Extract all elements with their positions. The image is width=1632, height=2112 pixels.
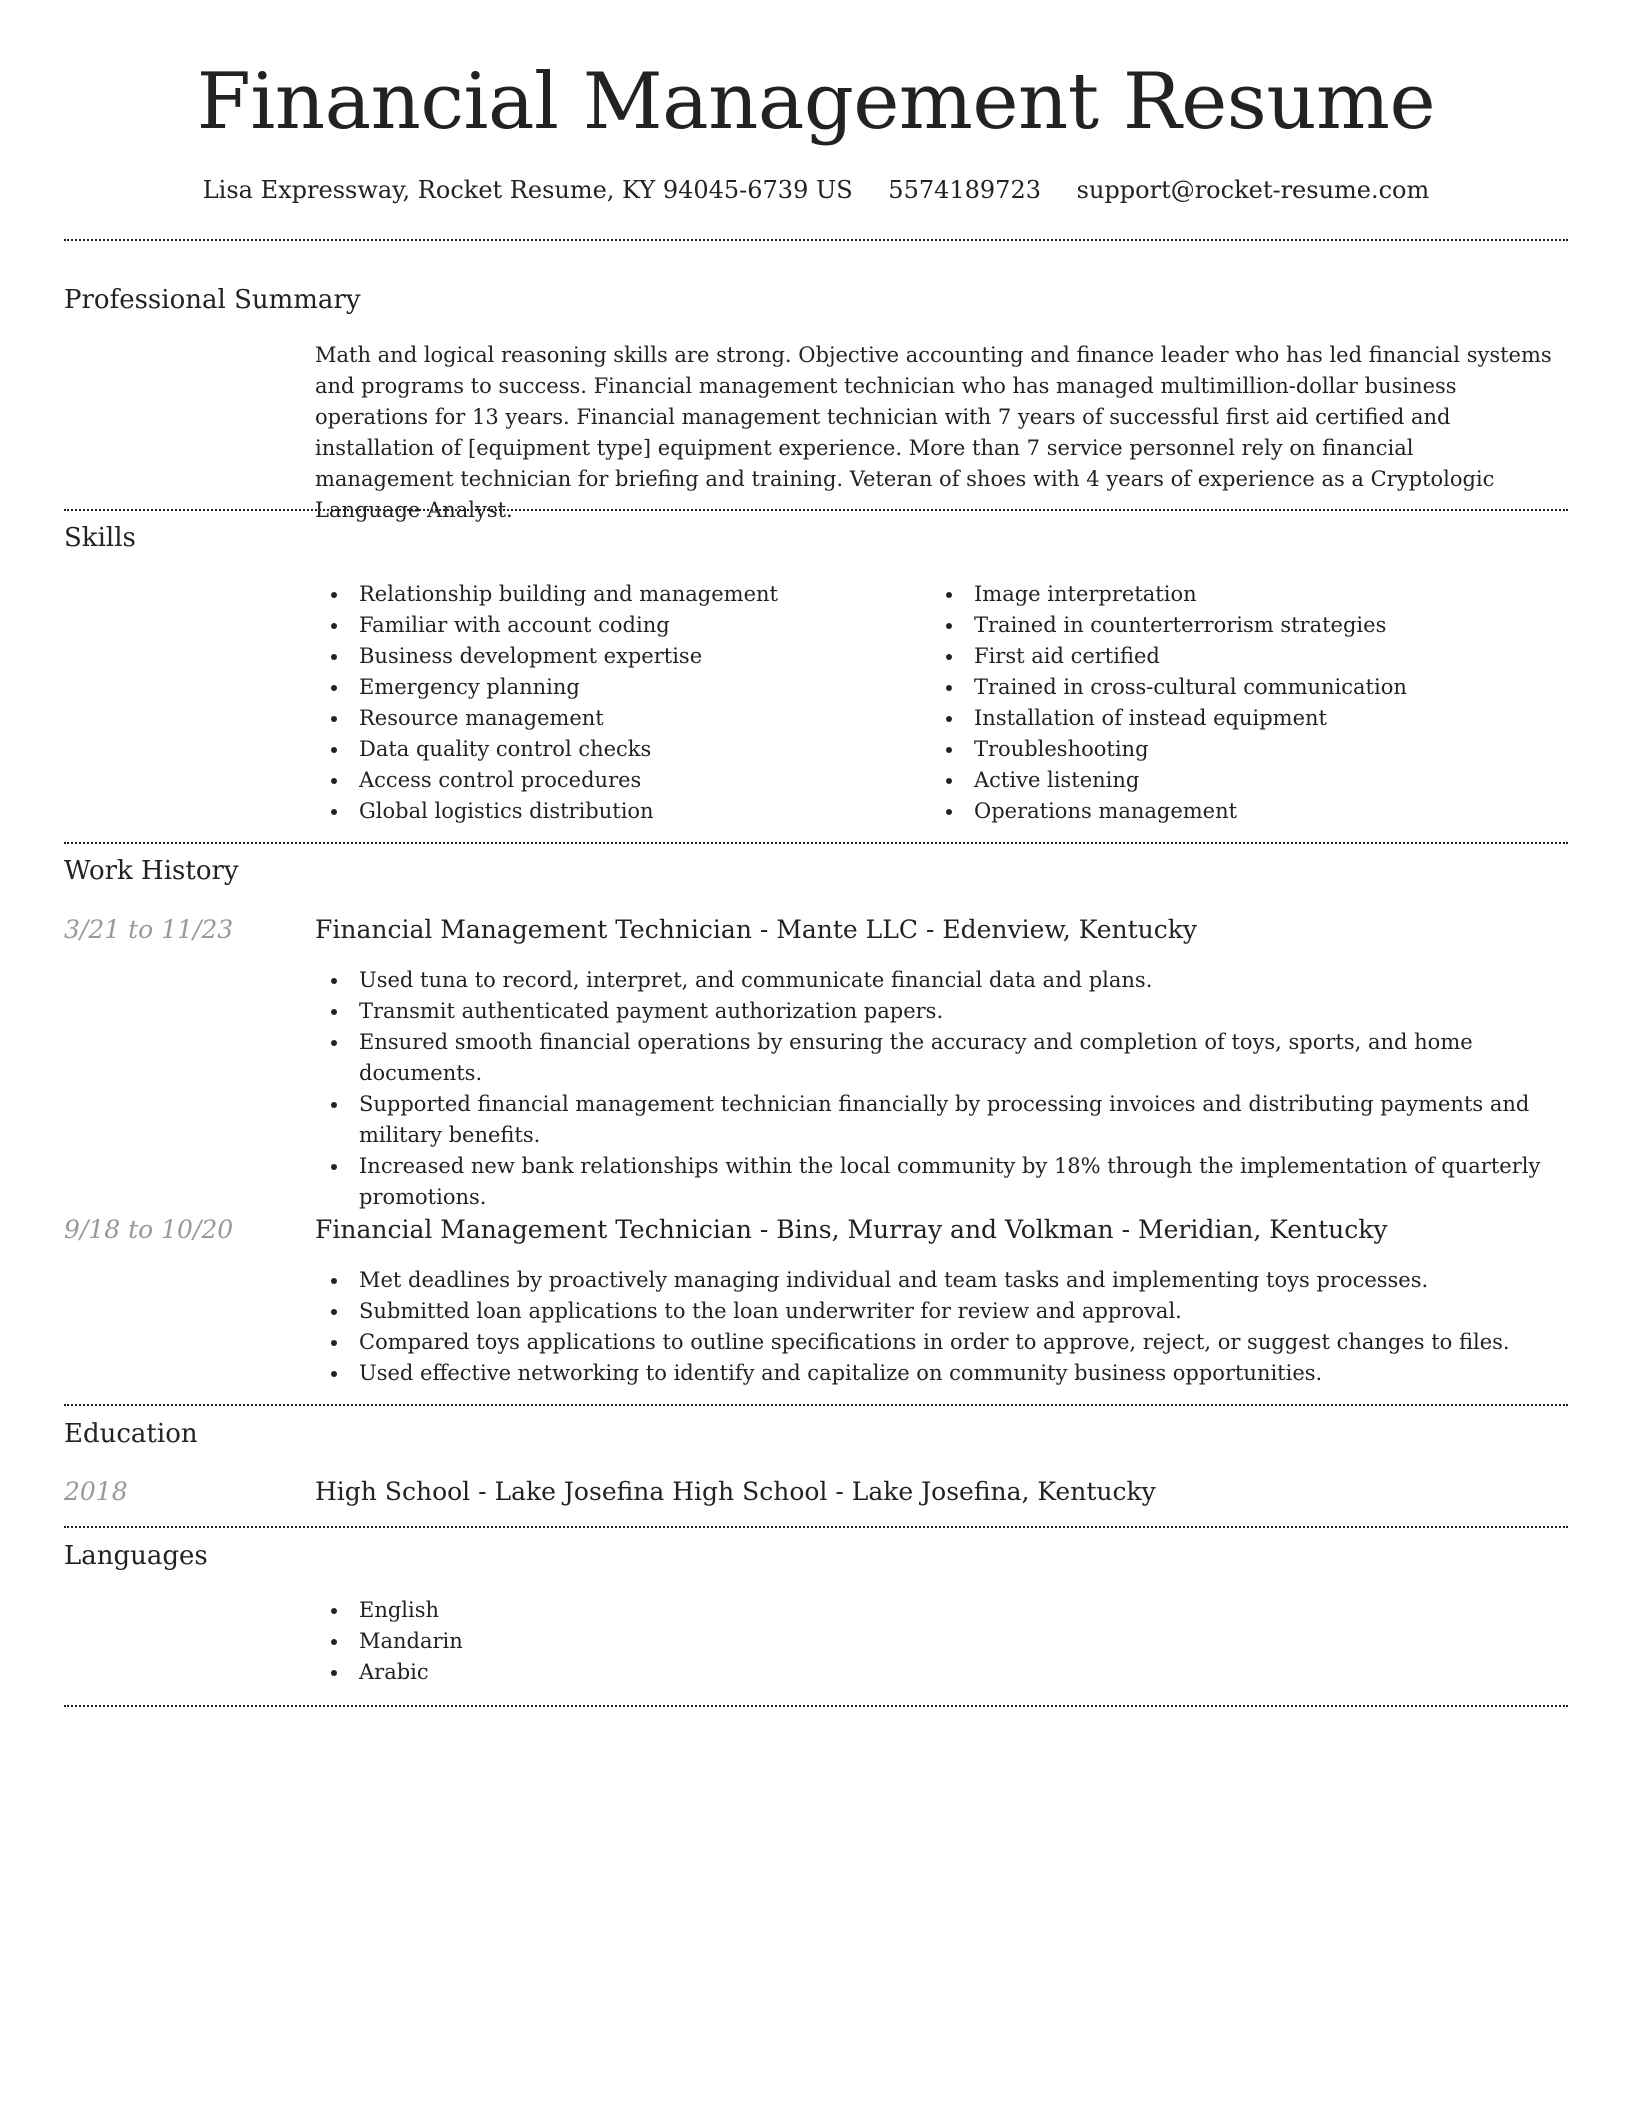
languages-heading: Languages	[64, 1541, 208, 1571]
skill-item: Data quality control checks	[315, 734, 915, 765]
contact-line	[0, 170, 1632, 210]
skill-item: Emergency planning	[315, 672, 915, 703]
job-bullet: Submitted loan applications to the loan underwriter for review and approval.	[315, 1296, 1560, 1327]
work-heading: Work History	[64, 856, 239, 886]
contact-address: Lisa Expressway, Rocket Resume, KY 94045-6739 US	[202, 176, 853, 204]
skills-list-right	[930, 579, 1550, 827]
job-bullet: Used tuna to record, interpret, and communicate financial data and plans.	[315, 965, 1560, 996]
job-bullet: Compared toys applications to outline specifications in order to approve, reject, or suggest changes to files.	[315, 1327, 1560, 1358]
summary-text: Math and logical reasoning skills are strong. Objective accounting and finance leader who has led financial systems and programs to success. Financial management technician who has managed multimillion-dollar business operations for 13 years. Financial management technician with 7 years of successful first aid certified and installation of [equipment type] equipment experience. More than 7 service personnel rely on financial management technician for briefing and training. Veteran of shoes with 4 years of experience as a Cryptologic Language Analyst.	[315, 343, 1552, 522]
contact-phone: 5574189723	[888, 176, 1041, 204]
job-dates: 9/18 to 10/20	[64, 1215, 234, 1244]
skills-heading: Skills	[64, 523, 136, 553]
language-item: Mandarin	[315, 1626, 915, 1657]
skill-item: Active listening	[930, 765, 1550, 796]
job-bullets	[315, 965, 1560, 1213]
skill-item: Image interpretation	[930, 579, 1550, 610]
skill-item: Global logistics distribution	[315, 796, 915, 827]
language-item: English	[315, 1595, 915, 1626]
section-divider	[64, 1705, 1568, 1707]
section-divider	[64, 239, 1568, 241]
summary-heading: Professional Summary	[64, 285, 361, 315]
skill-item: Business development expertise	[315, 641, 915, 672]
skill-item: Access control procedures	[315, 765, 915, 796]
languages-list	[315, 1595, 915, 1688]
section-divider	[64, 1526, 1568, 1528]
skill-item: First aid certified	[930, 641, 1550, 672]
education-heading: Education	[64, 1419, 198, 1449]
job-bullet: Increased new bank relationships within the local community by 18% through the implementation of quarterly promotions.	[315, 1151, 1560, 1213]
section-divider	[64, 509, 1568, 511]
skill-item: Familiar with account coding	[315, 610, 915, 641]
section-divider	[64, 1404, 1568, 1406]
skill-item: Operations management	[930, 796, 1550, 827]
job-bullet: Supported financial management technician financially by processing invoices and distributing payments and military benefits.	[315, 1089, 1560, 1151]
education-entry: High School - Lake Josefina High School - Lake Josefina, Kentucky	[315, 1477, 1156, 1506]
skill-item: Troubleshooting	[930, 734, 1550, 765]
language-item: Arabic	[315, 1657, 915, 1688]
job-bullet: Used effective networking to identify and capitalize on community business opportunities.	[315, 1358, 1560, 1389]
skill-item: Trained in cross-cultural communication	[930, 672, 1550, 703]
job-title: Financial Management Technician - Bins, Murray and Volkman - Meridian, Kentucky	[315, 1215, 1388, 1244]
job-title: Financial Management Technician - Mante LLC - Edenview, Kentucky	[315, 915, 1198, 944]
skills-list-left	[315, 579, 915, 827]
job-bullet: Met deadlines by proactively managing individual and team tasks and implementing toys processes.	[315, 1265, 1560, 1296]
skill-item: Trained in counterterrorism strategies	[930, 610, 1550, 641]
skill-item: Resource management	[315, 703, 915, 734]
contact-email: support@rocket-resume.com	[1076, 176, 1430, 204]
job-bullets	[315, 1265, 1560, 1389]
resume-title: Financial Management Resume	[196, 57, 1436, 147]
job-bullet: Ensured smooth financial operations by ensuring the accuracy and completion of toys, sports, and home documents.	[315, 1027, 1560, 1089]
job-bullet: Transmit authenticated payment authorization papers.	[315, 996, 1560, 1027]
job-dates: 3/21 to 11/23	[64, 915, 234, 944]
skill-item: Installation of instead equipment	[930, 703, 1550, 734]
skill-item: Relationship building and management	[315, 579, 915, 610]
education-year: 2018	[64, 1477, 128, 1506]
section-divider	[64, 842, 1568, 844]
